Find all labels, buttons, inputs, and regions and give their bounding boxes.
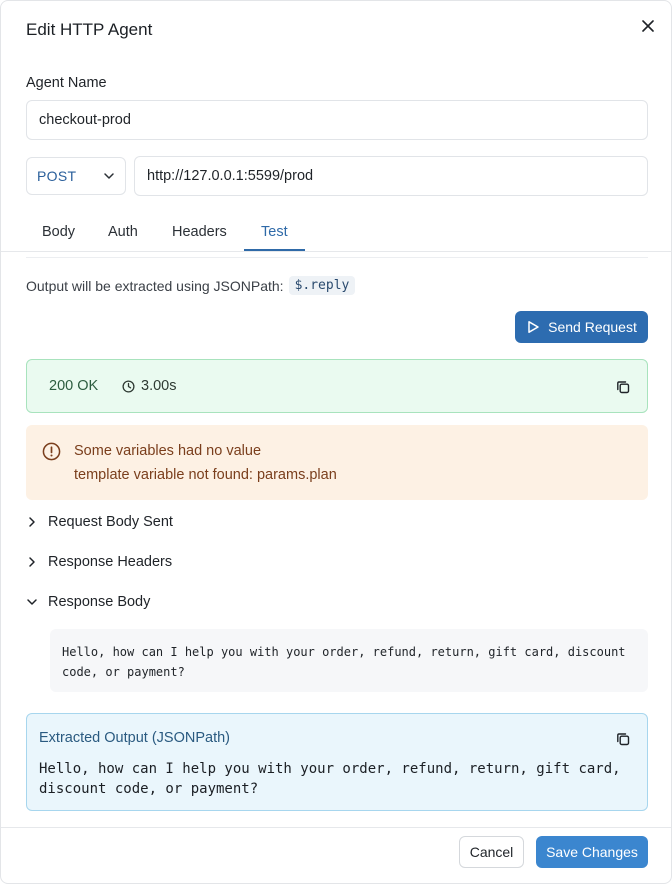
footer-divider — [1, 827, 672, 828]
warning-title: Some variables had no value — [74, 443, 262, 459]
response-status-box — [26, 359, 648, 413]
section-request-body-sent[interactable] — [26, 514, 173, 530]
chevron-down-icon — [26, 596, 38, 608]
tab-headers[interactable]: Headers — [172, 224, 227, 240]
copy-status-button[interactable] — [613, 377, 633, 397]
method-select[interactable] — [26, 157, 126, 195]
section-response-body[interactable] — [26, 594, 150, 610]
jsonpath-info — [26, 276, 355, 295]
section-response-headers[interactable] — [26, 554, 172, 570]
url-input[interactable] — [134, 156, 648, 196]
agent-name-input[interactable] — [26, 100, 648, 140]
jsonpath-value: $.reply — [289, 276, 356, 295]
tab-bar — [1, 213, 672, 252]
response-time — [122, 378, 176, 394]
copy-extracted-button[interactable] — [613, 729, 633, 749]
agent-name-label: Agent Name — [26, 75, 107, 91]
tab-test[interactable]: Test — [261, 224, 288, 240]
save-changes-button[interactable]: Save Changes — [536, 836, 648, 868]
chevron-right-icon — [26, 556, 38, 568]
alert-circle-icon — [42, 442, 61, 461]
section-label: Response Headers — [48, 554, 173, 570]
cancel-button[interactable]: Cancel — [459, 836, 524, 868]
response-body-content: Hello, how can I help you with your order, refund, return, gift card, discount code, or payment? — [50, 629, 648, 692]
tab-body[interactable]: Body — [42, 224, 76, 240]
warning-box — [26, 425, 648, 500]
copy-icon — [616, 732, 630, 746]
jsonpath-text: Output will be extracted using JSONPath: — [26, 277, 284, 294]
active-tab-indicator — [244, 249, 305, 251]
method-value: POST — [37, 168, 77, 184]
response-time-value: 3.00s — [141, 378, 177, 394]
extracted-output-text: Hello, how can I help you with your order, refund, return, gift card, discount code, or payment? — [39, 761, 621, 797]
section-label: Request Body Sent — [48, 514, 173, 530]
dialog-title: Edit HTTP Agent — [26, 20, 153, 39]
chevron-down-icon — [103, 170, 115, 182]
section-label: Response Body — [48, 594, 151, 610]
chevron-right-icon — [26, 516, 38, 528]
status-code: 200 OK — [49, 378, 99, 394]
play-icon — [526, 320, 540, 334]
divider — [26, 257, 648, 258]
close-button[interactable] — [635, 13, 661, 39]
extracted-output-title: Extracted Output (JSONPath) — [39, 730, 230, 746]
copy-icon — [616, 380, 630, 394]
send-request-button[interactable] — [515, 311, 648, 343]
extracted-output-box — [26, 713, 648, 811]
clock-icon — [122, 380, 135, 393]
close-icon — [642, 20, 654, 32]
warning-detail: template variable not found: params.plan — [74, 467, 337, 483]
tab-auth[interactable]: Auth — [108, 224, 138, 240]
send-request-label: Send Request — [548, 319, 637, 335]
